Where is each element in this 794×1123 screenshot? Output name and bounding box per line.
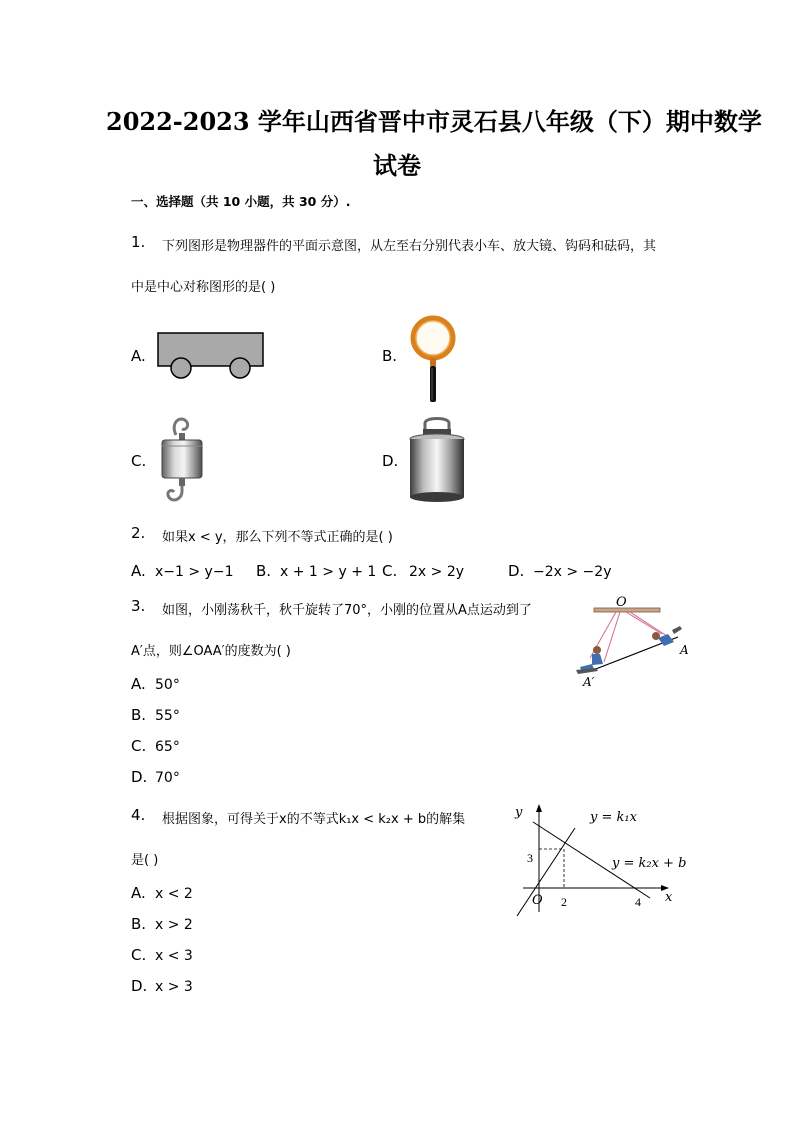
option-label: B. bbox=[131, 915, 147, 933]
line-label-k2: y = k₂x + b bbox=[612, 856, 687, 871]
question-text: 如果x < y，那么下列不等式正确的是( ) bbox=[162, 530, 393, 545]
option-text: 2x > 2y bbox=[409, 564, 465, 580]
option-text: x > 3 bbox=[155, 979, 193, 995]
question-text: 中是中心对称图形的是( ) bbox=[131, 280, 276, 295]
option-label: C. bbox=[382, 562, 398, 580]
option-text: 70° bbox=[155, 770, 180, 786]
hook-weight-icon bbox=[156, 413, 210, 507]
option-text: x + 1 > y + 1 bbox=[280, 564, 377, 580]
option-label: C. bbox=[131, 946, 147, 964]
magnifier-icon bbox=[408, 310, 458, 405]
option-text: 50° bbox=[155, 677, 180, 693]
tick-label: 4 bbox=[635, 895, 641, 909]
option-label: D. bbox=[382, 452, 399, 470]
tick-label: 3 bbox=[527, 851, 533, 865]
tick-label: 2 bbox=[561, 895, 567, 909]
option-label: C. bbox=[131, 737, 147, 755]
option-text: 65° bbox=[155, 739, 180, 755]
option-label: D. bbox=[131, 977, 148, 995]
question-text: 如图，小刚荡秋千，秋千旋转了70°，小刚的位置从A点运动到了 bbox=[162, 603, 532, 618]
x-axis-label: x bbox=[665, 890, 673, 905]
option-label: A. bbox=[131, 347, 146, 365]
option-label: D. bbox=[508, 562, 525, 580]
option-label: D. bbox=[131, 768, 148, 786]
page-title-line2: 试卷 bbox=[373, 151, 421, 180]
option-text: x−1 > y−1 bbox=[155, 564, 234, 580]
page-title: 2022-2023 学年山西省晋中市灵石县八年级（下）期中数学 bbox=[106, 107, 762, 136]
option-label: A. bbox=[131, 675, 146, 693]
line-label-k1: y = k₁x bbox=[590, 810, 637, 825]
section-heading: 一、选择题（共 10 小题，共 30 分）. bbox=[131, 194, 351, 209]
cart-icon bbox=[155, 330, 267, 382]
boy-left-icon bbox=[576, 646, 603, 674]
question-text: 下列图形是物理器件的平面示意图，从左至右分别代表小车、放大镜、钩码和砝码，其 bbox=[162, 239, 657, 254]
question-number: 2. bbox=[131, 524, 146, 542]
y-axis-arrow bbox=[536, 804, 542, 812]
label-o: O bbox=[616, 595, 627, 610]
question-number: 3. bbox=[131, 597, 146, 615]
cylinder-weight-icon bbox=[405, 415, 469, 505]
question-text: A′点，则∠OAA′的度数为( ) bbox=[131, 644, 291, 659]
graph-figure bbox=[505, 800, 705, 920]
question-number: 1. bbox=[131, 233, 146, 251]
option-label: C. bbox=[131, 452, 147, 470]
option-label: A. bbox=[131, 884, 146, 902]
rope-right bbox=[626, 612, 662, 634]
option-label: B. bbox=[131, 706, 147, 724]
option-label: A. bbox=[131, 562, 146, 580]
origin-label: O bbox=[532, 893, 543, 908]
label-a: A bbox=[680, 643, 689, 657]
option-text: −2x > −2y bbox=[533, 564, 612, 580]
rope-right bbox=[630, 612, 670, 638]
swing-figure bbox=[570, 592, 695, 692]
label-a-prime: A′ bbox=[583, 675, 595, 689]
option-text: x < 3 bbox=[155, 948, 193, 964]
y-axis-label: y bbox=[515, 805, 523, 820]
swing-beam bbox=[594, 608, 660, 612]
option-label: B. bbox=[256, 562, 272, 580]
option-text: x > 2 bbox=[155, 917, 193, 933]
question-text: 是( ) bbox=[131, 853, 159, 868]
option-label: B. bbox=[382, 347, 398, 365]
question-number: 4. bbox=[131, 806, 146, 824]
option-text: x < 2 bbox=[155, 886, 193, 902]
option-text: 55° bbox=[155, 708, 180, 724]
question-text: 根据图象，可得关于x的不等式k₁x < k₂x + b的解集 bbox=[162, 812, 466, 827]
